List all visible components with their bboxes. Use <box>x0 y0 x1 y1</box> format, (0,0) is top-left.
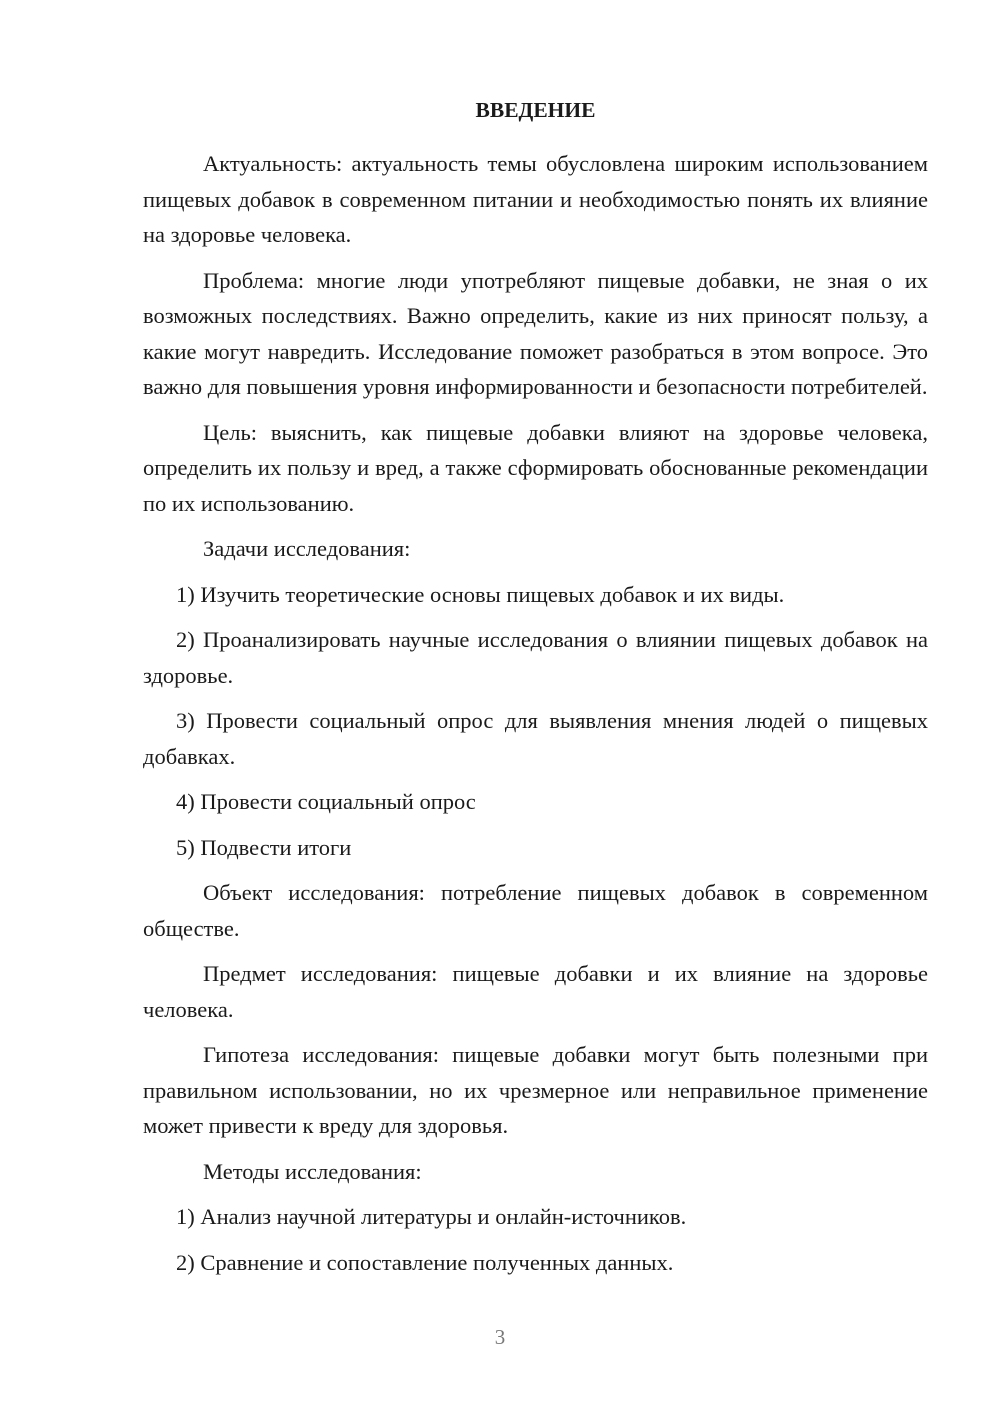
task-item: 4) Провести социальный опрос <box>176 789 476 814</box>
paragraph-subject: Предмет исследования: пищевые добавки и их влияние на здоровье человека. <box>143 961 928 1022</box>
tasks-heading: Задачи исследования: <box>203 536 411 561</box>
methods-heading: Методы исследования: <box>203 1158 422 1184</box>
page-title: ВВЕДЕНИЕ <box>475 98 596 122</box>
method-item: 2) Сравнение и сопоставление полученных данных. <box>176 1249 674 1275</box>
paragraph-goal: Цель: выяснить, как пищевые добавки влияют на здоровье человека, определить их пользу и вред, а также сформировать обоснованные рекомендации по их использованию. <box>143 419 928 516</box>
method-item: 1) Анализ научной литературы и онлайн-источников. <box>176 1204 687 1229</box>
page-number: 3 <box>494 1325 506 1349</box>
task-item: 5) Подвести итоги <box>176 834 352 860</box>
paragraph-relevance: Актуальность: актуальность темы обусловлена широким использованием пищевых добавок в современном питании и необходимостью понять их влияние на здоровье человека. <box>143 151 928 247</box>
paragraph-problem: Проблема: многие люди употребляют пищевые добавки, не зная о их возможных последствиях. Важно определить, какие из них приносят пользу, а какие могут навредить. Исследование поможет разобраться в этом вопросе. Это важно для повышения уровня информированности и безопасности потребителей. <box>143 267 928 399</box>
task-item: 1) Изучить теоретические основы пищевых добавок и их виды. <box>176 581 785 607</box>
document-page <box>143 90 928 1290</box>
task-item: 3) Провести социальный опрос для выявления мнения людей о пищевых добавках. <box>143 708 928 769</box>
task-item: 2) Проанализировать научные исследования о влиянии пищевых добавок на здоровье. <box>143 627 928 688</box>
paragraph-object: Объект исследования: потребление пищевых добавок в современном обществе. <box>143 880 928 941</box>
paragraph-hypothesis: Гипотеза исследования: пищевые добавки могут быть полезными при правильном использовании, но их чрезмерное или неправильное применение может привести к вреду для здоровья. <box>143 1042 928 1138</box>
